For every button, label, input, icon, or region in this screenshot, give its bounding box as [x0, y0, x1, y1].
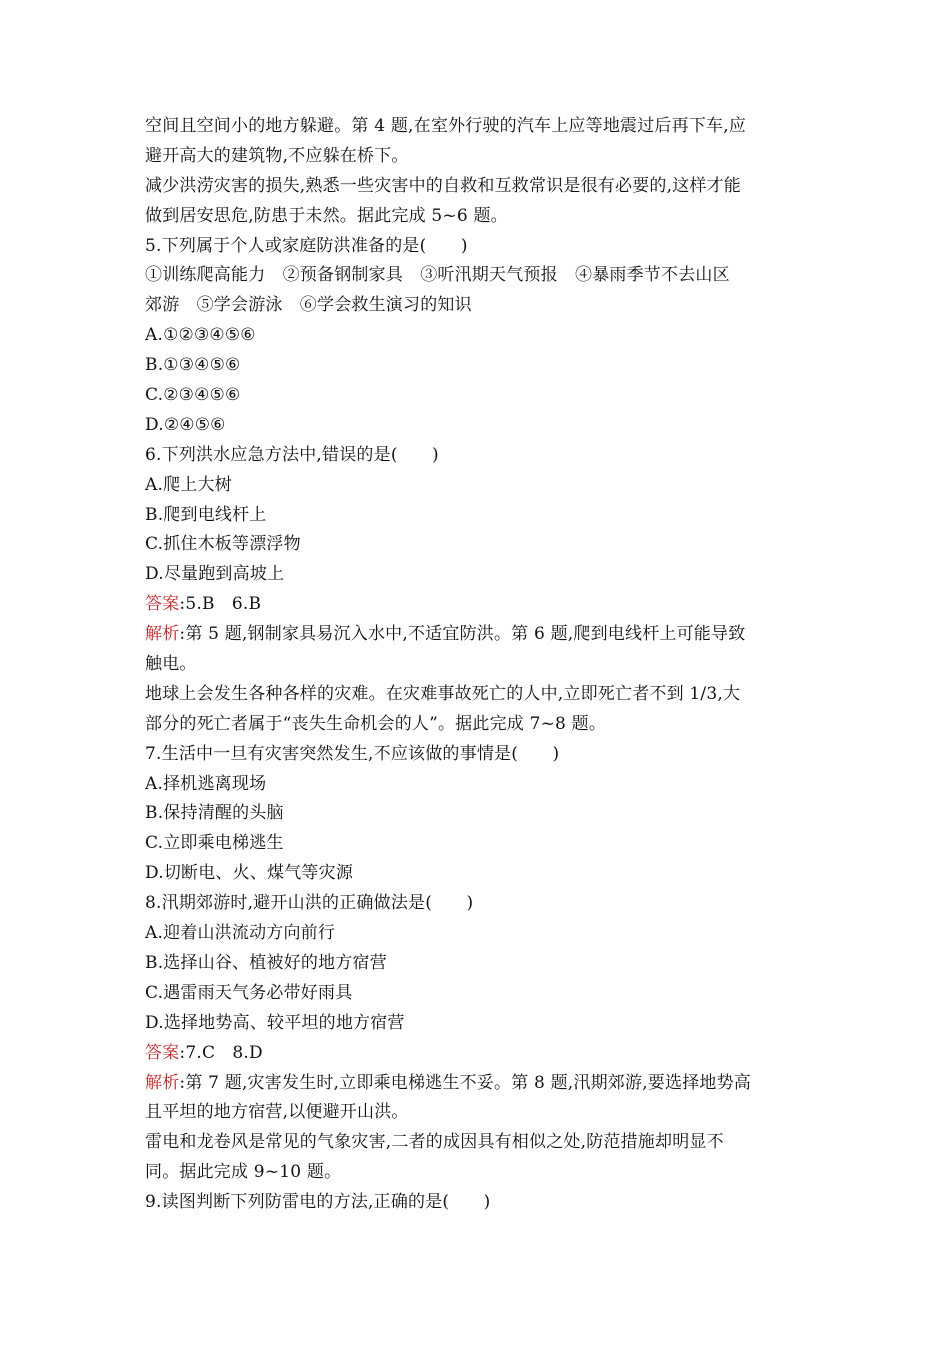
- text-line: [145, 919, 810, 949]
- line-text: A.择机逃离现场: [145, 773, 267, 794]
- text-line: [145, 1098, 810, 1128]
- text-line: [145, 1158, 810, 1188]
- text-line: [145, 381, 810, 411]
- analysis-label: 解析: [145, 624, 180, 645]
- line-text: D.切断电、火、煤气等灾源: [145, 863, 354, 884]
- line-text: 同。据此完成 9~10 题。: [145, 1162, 342, 1183]
- line-text: 6.下列洪水应急方法中,错误的是( ): [145, 444, 439, 465]
- answer-label: 答案: [145, 594, 180, 615]
- text-line: [145, 680, 810, 710]
- text-line: [145, 770, 810, 800]
- text-line: [145, 859, 810, 889]
- text-line: [145, 889, 810, 919]
- text-line: [145, 501, 810, 531]
- labeled-line: [145, 1039, 810, 1069]
- line-text: D.选择地势高、较平坦的地方宿营: [145, 1012, 405, 1033]
- line-text: A.①②③④⑤⑥: [145, 325, 256, 346]
- line-text: :第 7 题,灾害发生时,立即乘电梯逃生不妥。第 8 题,汛期郊游,要选择地势高: [179, 1072, 751, 1093]
- text-line: [145, 799, 810, 829]
- line-text: 7.生活中一旦有灾害突然发生,不应该做的事情是( ): [145, 743, 560, 764]
- text-line: [145, 829, 810, 859]
- text-line: [145, 142, 810, 172]
- line-text: 减少洪涝灾害的损失,熟悉一些灾害中的自救和互救常识是很有必要的,这样才能: [145, 175, 742, 196]
- line-text: 空间且空间小的地方躲避。第 4 题,在室外行驶的汽车上应等地震过后再下车,应: [145, 116, 747, 136]
- text-line: [145, 1188, 810, 1218]
- document-body: [145, 112, 810, 1218]
- answer-label: 答案: [145, 1042, 180, 1063]
- text-line: [145, 530, 810, 560]
- text-line: [145, 949, 810, 979]
- text-line: [145, 411, 810, 441]
- analysis-label: 解析: [145, 1072, 180, 1093]
- line-text: ①训练爬高能力 ②预备钢制家具 ③听汛期天气预报 ④暴雨季节不去山区: [145, 265, 730, 286]
- line-text: C.立即乘电梯逃生: [145, 833, 284, 854]
- line-text: :5.B 6.B: [179, 594, 262, 615]
- text-line: [145, 202, 810, 232]
- text-line: [145, 261, 810, 291]
- line-text: 做到居安思危,防患于未然。据此完成 5~6 题。: [145, 205, 508, 226]
- text-line: [145, 560, 810, 590]
- line-text: 部分的死亡者属于“丧失生命机会的人”。据此完成 7~8 题。: [145, 713, 607, 734]
- text-line: [145, 112, 810, 142]
- text-line: [145, 1128, 810, 1158]
- text-line: [145, 321, 810, 351]
- line-text: C.抓住木板等漂浮物: [145, 534, 301, 555]
- line-text: :第 5 题,钢制家具易沉入水中,不适宜防洪。第 6 题,爬到电线杆上可能导致: [179, 624, 746, 645]
- line-text: 郊游 ⑤学会游泳 ⑥学会救生演习的知识: [145, 295, 472, 316]
- line-text: A.爬上大树: [145, 474, 232, 495]
- text-line: [145, 291, 810, 321]
- text-line: [145, 710, 810, 740]
- text-line: [145, 1009, 810, 1039]
- line-text: B.①③④⑤⑥: [145, 355, 241, 376]
- line-text: B.爬到电线杆上: [145, 504, 267, 525]
- line-text: B.保持清醒的头脑: [145, 803, 284, 824]
- line-text: B.选择山谷、植被好的地方宿营: [145, 952, 387, 973]
- line-text: C.②③④⑤⑥: [145, 385, 241, 406]
- line-text: 9.读图判断下列防雷电的方法,正确的是( ): [145, 1192, 491, 1213]
- text-line: [145, 979, 810, 1009]
- text-line: [145, 232, 810, 262]
- line-text: 雷电和龙卷风是常见的气象灾害,二者的成因具有相似之处,防范措施却明显不: [145, 1132, 724, 1153]
- line-text: 地球上会发生各种各样的灾难。在灾难事故死亡的人中,立即死亡者不到 1/3,大: [145, 683, 741, 704]
- text-line: [145, 471, 810, 501]
- text-line: [145, 351, 810, 381]
- line-text: 5.下列属于个人或家庭防洪准备的是( ): [145, 235, 468, 256]
- line-text: 8.汛期郊游时,避开山洪的正确做法是( ): [145, 893, 474, 914]
- line-text: A.迎着山洪流动方向前行: [145, 923, 336, 944]
- line-text: D.②④⑤⑥: [145, 414, 226, 435]
- text-line: [145, 441, 810, 471]
- line-text: D.尽量跑到高坡上: [145, 564, 285, 585]
- labeled-line: [145, 1069, 810, 1099]
- text-line: [145, 172, 810, 202]
- line-text: 触电。: [145, 654, 197, 675]
- text-line: [145, 740, 810, 770]
- line-text: C.遇雷雨天气务必带好雨具: [145, 982, 353, 1003]
- line-text: :7.C 8.D: [179, 1042, 263, 1063]
- labeled-line: [145, 620, 810, 650]
- line-text: 且平坦的地方宿营,以便避开山洪。: [145, 1102, 409, 1123]
- labeled-line: [145, 590, 810, 620]
- line-text: 避开高大的建筑物,不应躲在桥下。: [145, 145, 409, 166]
- text-line: [145, 650, 810, 680]
